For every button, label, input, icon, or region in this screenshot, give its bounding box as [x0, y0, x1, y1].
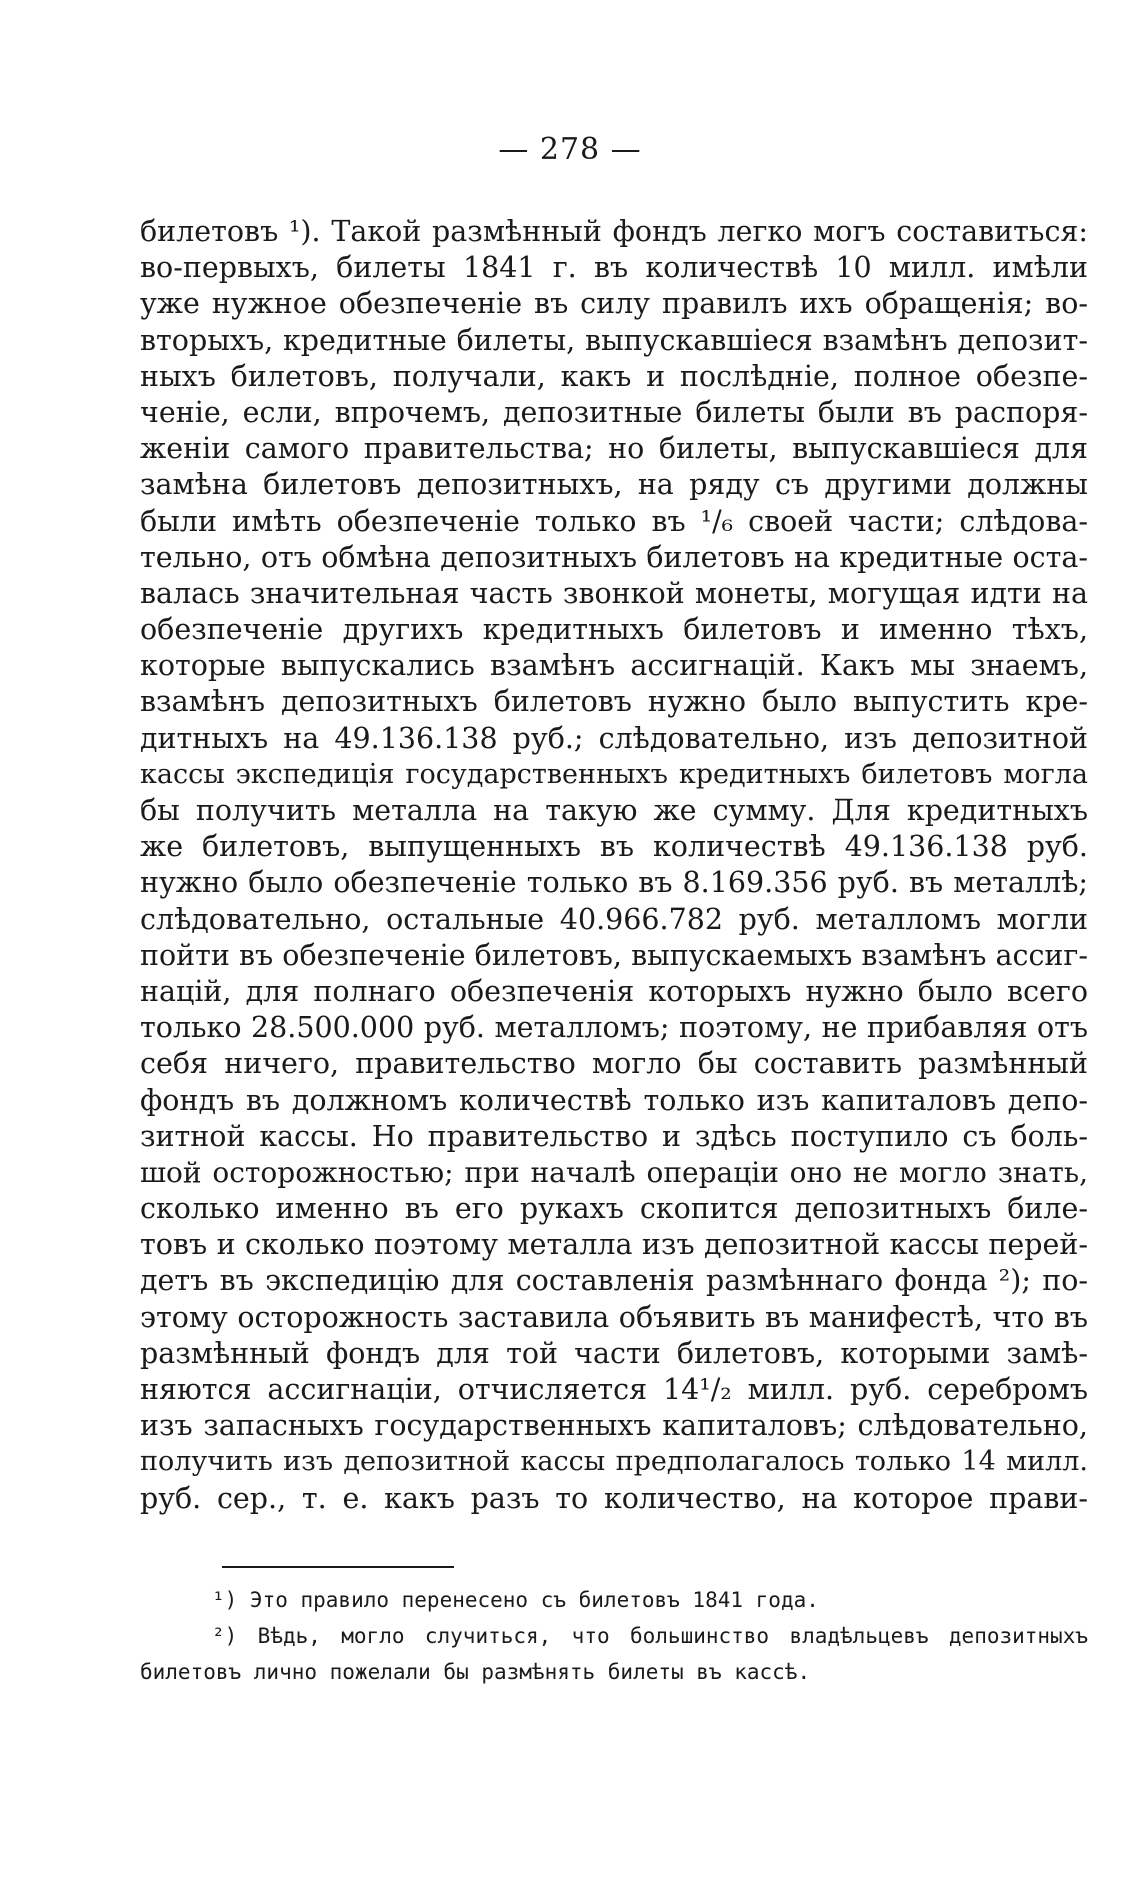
text-line: вторыхъ, кредитные билеты, выпускавшіеся взамѣнъ депозит- [140, 323, 1088, 357]
text-line: изъ запасныхъ государственныхъ капиталовъ; слѣдовательно, [140, 1409, 1088, 1443]
text-line: фондъ въ должномъ количествѣ только изъ капиталовъ депо- [140, 1083, 1088, 1117]
text-line: которые выпускались взамѣнъ ассигнацій. Какъ мы знаемъ, [140, 649, 1088, 683]
text-line: сколько именно въ его рукахъ скопится депозитныхъ биле- [140, 1192, 1088, 1226]
text-line: шой осторожностью; при началѣ операціи оно не могло знать, [140, 1155, 1088, 1189]
text-line: же билетовъ, выпущенныхъ въ количествѣ 49.136.138 руб. [140, 830, 1088, 864]
footnote-divider [222, 1566, 454, 1568]
text-line: нужно было обезпеченіе только въ 8.169.356 руб. въ металлѣ; [140, 866, 1088, 900]
footnotes [140, 1582, 1088, 1690]
text-line: билетовъ ¹). Такой размѣнный фондъ легко могъ составиться: [140, 215, 1088, 248]
text-line: только 28.500.000 руб. металломъ; поэтому, не прибавляя отъ [140, 1011, 1088, 1045]
text-line: обезпеченіе другихъ кредитныхъ билетовъ и именно тѣхъ, [140, 613, 1088, 647]
text-line: взамѣнъ депозитныхъ билетовъ нужно было выпустить кре- [140, 685, 1088, 719]
text-line: няются ассигнаціи, отчисляется 14¹/₂ милл. руб. серебромъ [140, 1373, 1088, 1406]
text-line: пойти въ обезпеченіе билетовъ, выпускаемыхъ взамѣнъ ассиг- [140, 938, 1088, 972]
text-line: размѣнный фондъ для той части билетовъ, которыми замѣ- [140, 1336, 1088, 1370]
text-line: были имѣть обезпеченіе только въ ¹/₆ своей части; слѣдова- [140, 504, 1088, 538]
text-line: тельно, отъ обмѣна депозитныхъ билетовъ на кредитные оста- [140, 540, 1088, 574]
text-line: ченіе, если, впрочемъ, депозитные билеты были въ распоря- [140, 395, 1088, 429]
text-line: кассы экспедиція государственныхъ кредитныхъ билетовъ могла [140, 758, 1088, 790]
text-line: націй, для полнаго обезпеченія которыхъ нужно было всего [140, 974, 1088, 1008]
footnote-2-line-1: ²) Вѣдь, могло случиться, что большинство владѣльцевъ депозитныхъ [212, 1624, 1088, 1648]
text-line: детъ въ экспедицію для составленія размѣннаго фонда ²); по- [140, 1264, 1088, 1298]
text-line: этому осторожность заставила объявить въ манифестѣ, что въ [140, 1300, 1088, 1334]
text-line: валась значительная часть звонкой монеты, могущая идти на [140, 576, 1088, 610]
text-line: дитныхъ на 49.136.138 руб.; слѣдовательно, изъ депозитной [140, 721, 1088, 755]
text-line: получить изъ депозитной кассы предполагалось только 14 милл. [140, 1446, 1088, 1478]
text-line: бы получить металла на такую же сумму. Для кредитныхъ [140, 794, 1088, 827]
text-line: слѣдовательно, остальные 40.966.782 руб. металломъ могли [140, 902, 1088, 936]
footnote-1: ¹) Это правило перенесено съ билетовъ 1841 года. [212, 1588, 819, 1612]
text-line: себя ничего, правительство могло бы составить размѣнный [140, 1047, 1088, 1081]
text-line: уже нужное обезпеченіе въ силу правилъ ихъ обращенія; во- [140, 287, 1088, 321]
text-line: зитной кассы. Но правительство и здѣсь поступило съ боль- [140, 1119, 1088, 1153]
text-line: женіи самого правительства; но билеты, выпускавшіеся для [140, 432, 1088, 466]
body-text [140, 214, 1088, 1517]
text-line: ныхъ билетовъ, получали, какъ и послѣдніе, полное обезпе- [140, 359, 1088, 393]
page-number: — 278 — [498, 132, 642, 167]
text-line: во-первыхъ, билеты 1841 г. въ количествѣ 10 милл. имѣли [140, 251, 1088, 285]
text-line: товъ и сколько поэтому металла изъ депозитной кассы перей- [140, 1228, 1088, 1262]
text-line: замѣна билетовъ депозитныхъ, на ряду съ другими должны [140, 468, 1088, 502]
footnote-2-line-2: билетовъ лично пожелали бы размѣнять билеты въ кассѣ. [140, 1660, 811, 1684]
text-line: руб. сер., т. е. какъ разъ то количество, на которое прави- [140, 1481, 1088, 1515]
